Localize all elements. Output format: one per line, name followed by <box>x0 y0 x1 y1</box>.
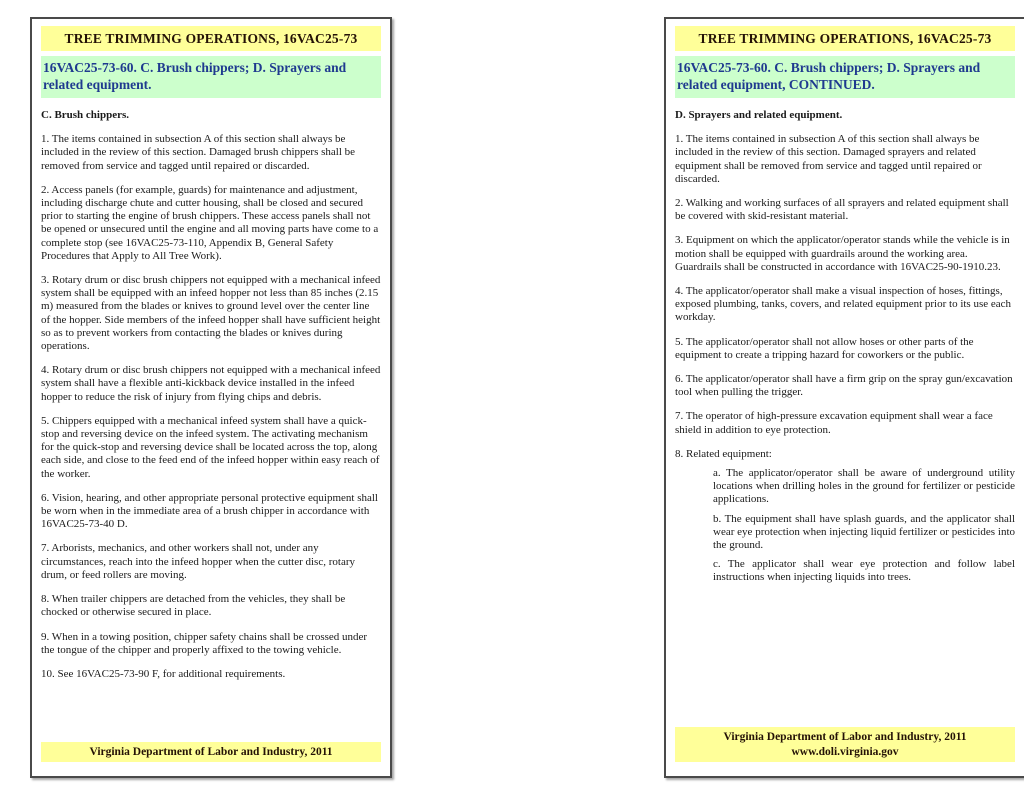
page-left-section-heading <box>41 56 381 98</box>
page-right-footer-line2: www.doli.virginia.gov <box>791 745 899 758</box>
page-right-footer <box>675 727 1015 762</box>
paragraph: 6. The applicator/operator shall have a firm grip on the spray gun/excavation tool when pulling the trigger. <box>675 373 1013 399</box>
paragraph: 10. See 16VAC25-73-90 F, for additional requirements. <box>41 667 286 680</box>
page-left-title-band <box>41 26 381 51</box>
paragraph: 3. Equipment on which the applicator/operator stands while the vehicle is in motion shall be equipped with guardrails around the working area. Guardrails shall be constructed in accordance with 16VAC25-90-1910.23. <box>675 234 1010 273</box>
paragraph: 2. Access panels (for example, guards) for maintenance and adjustment, including discharge chute and cutter housing, shall be closed and secured prior to starting the engine of brush chippers. These access panels shall not be opened or unsecured until the engine and all moving parts have come to a complete stop (see 16VAC25-73-110, Appendix B, General Safety Procedures that Apply to All Tree Work). <box>41 183 379 262</box>
page-right-title-band <box>675 26 1015 51</box>
sub-paragraph: b. The equipment shall have splash guards, and the applicator shall wear eye protection when injecting liquid fertilizer or pesticides into the ground. <box>713 512 1015 552</box>
paragraph: 7. The operator of high-pressure excavation equipment shall wear a face shield in addition to eye protection. <box>675 410 993 436</box>
paragraph: 2. Walking and working surfaces of all sprayers and related equipment shall be covered with skid-resistant material. <box>675 197 1009 223</box>
page-left-section-heading-text: 16VAC25-73-60. C. Brush chippers; D. Sprayers and related equipment. <box>43 60 347 92</box>
page-left-footer-text: Virginia Department of Labor and Industry, 2011 <box>89 745 333 758</box>
page-left-body <box>41 133 381 681</box>
paragraph: 4. The applicator/operator shall make a visual inspection of hoses, fittings, exposed plumbing, tanks, covers, and related equipment prior to its use each workday. <box>675 285 1012 324</box>
page-left-title: TREE TRIMMING OPERATIONS, 16VAC25-73 <box>64 31 358 46</box>
page-left <box>30 17 392 778</box>
page-right-body <box>675 133 1015 584</box>
sub-paragraph: c. The applicator shall wear eye protection and follow label instructions when injecting liquids into trees. <box>713 558 1015 584</box>
paragraph: 5. Chippers equipped with a mechanical infeed system shall have a quick-stop and reversing device on the infeed system. The activating mechanism for the quick-stop and reversing device shall be located across the top, along each side, and close to the feed end of the infeed hopper within easy reach of the worker. <box>41 414 380 480</box>
page-right-footer-line1: Virginia Department of Labor and Industry, 2011 <box>723 731 967 743</box>
sub-paragraph: a. The applicator/operator shall be aware of underground utility locations when drilling holes in the ground for fertilizer or pesticide applications. <box>713 467 1015 506</box>
paragraph: 3. Rotary drum or disc brush chippers not equipped with a mechanical infeed system shall be equipped with an infeed hopper not less than 85 inches (2.15 m) measured from the blades or knives to ground level over the center line of the hopper. Side members of the infeed hopper shall have sufficient height so as to prevent workers from contacting the blades or knives during operations. <box>41 274 381 353</box>
page-left-footer <box>41 742 381 763</box>
page-right-section-heading-text: 16VAC25-73-60. C. Brush chippers; D. Sprayers and related equipment, CONTINUED. <box>677 60 981 92</box>
paragraph: 1. The items contained in subsection A of this section shall always be included in the review of this section. Damaged brush chippers shall be removed from service and tagged until repaired or discarded. <box>41 133 356 172</box>
page-right <box>664 17 1024 778</box>
paragraph: 8. Related equipment: <box>675 447 772 460</box>
paragraph: 1. The items contained in subsection A of this section shall always be included in the review of this section. Damaged sprayers and related equipment shall be removed from service and tagged until repaired or discarded. <box>675 133 982 185</box>
page-right-subsection-heading: D. Sprayers and related equipment. <box>675 109 843 121</box>
page-left-subsection-heading: C. Brush chippers. <box>41 109 130 121</box>
paragraph: 7. Arborists, mechanics, and other workers shall not, under any circumstances, reach into the infeed hopper when the cutter disc, rotary drum, or feed rollers are moving. <box>41 542 355 581</box>
paragraph: 9. When in a towing position, chipper safety chains shall be crossed under the tongue of the chipper and properly affixed to the towing vehicle. <box>41 630 368 656</box>
page-right-title: TREE TRIMMING OPERATIONS, 16VAC25-73 <box>698 31 992 46</box>
paragraph: 5. The applicator/operator shall not allow hoses or other parts of the equipment to create a tripping hazard for coworkers or the public. <box>675 335 974 361</box>
paragraph: 4. Rotary drum or disc brush chippers not equipped with a mechanical infeed system shall have a flexible anti-kickback device installed in the infeed hopper to reduce the risk of injury from flying chips and debris. <box>41 364 381 403</box>
paragraph: 6. Vision, hearing, and other appropriate personal protective equipment shall be worn when in the immediate area of a brush chipper in accordance with 16VAC25-73-40 D. <box>41 491 378 531</box>
page-right-section-heading <box>675 56 1015 98</box>
paragraph: 8. When trailer chippers are detached from the vehicles, they shall be chocked or otherwise secured in place. <box>41 593 346 619</box>
